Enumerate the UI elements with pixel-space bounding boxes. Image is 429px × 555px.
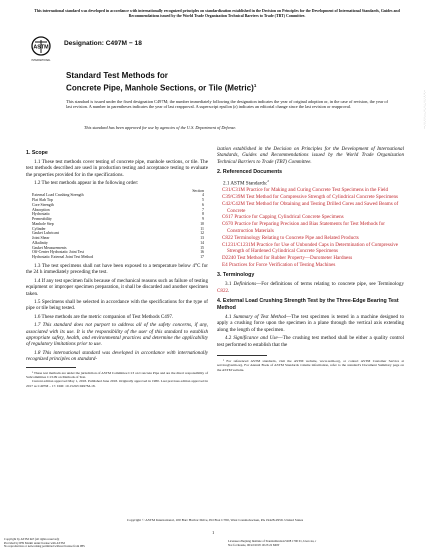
section-index-number: 6 — [202, 202, 204, 207]
reference-code-link[interactable]: D2240 — [222, 254, 236, 261]
paragraph-1-8-cont: ization established in the Decision on Principles for the Development of International Standards, Guides and Recommendations issued by the World Trade Organization Technical Barriers to Trade (TBT) Committee. — [217, 146, 404, 165]
section-index-row — [32, 255, 204, 260]
reference-title[interactable]: Practice for Capping Cylindrical Concrete Specimens — [234, 214, 344, 221]
reference-item — [217, 242, 404, 255]
section-index-label: Core Strength — [32, 202, 54, 207]
reference-title[interactable]: Test Method for Obtaining and Testing Drilled Cores and Sawed Beams of Concrete — [227, 201, 399, 214]
title-line-1: Standard Test Methods for — [66, 71, 168, 80]
reference-list — [217, 187, 404, 268]
reference-title[interactable]: Terminology Relating to Concrete Pipe and Related Products — [234, 234, 359, 241]
reference-item — [217, 255, 404, 261]
paragraph-1-8: 1.8 This international standard was developed in accordance with internationally recognized principles on standard- — [26, 349, 208, 363]
reference-code-link[interactable]: C31/C31M — [222, 187, 245, 194]
section-index-number: 13 — [200, 236, 204, 241]
paragraph-4-1: 4.1 Summary of Test Method—The test specimen is tested in a machine designed to apply a crushing force upon the specimen in a plane through the vertical axis extending along the length of the specimen. — [217, 314, 404, 333]
reference-item — [217, 194, 404, 200]
referenced-documents-heading: 2. Referenced Documents — [217, 169, 283, 176]
terminology-heading: 3. Terminology — [217, 272, 255, 279]
license-right: Licensee=Zhejiang Institute of Standardization/5208 1790 01, User=xu, r Not for Resale, 06/22/2018 19:25:22 MDT — [228, 539, 317, 547]
section-index-number: 12 — [200, 231, 204, 236]
section-index-header: Section — [192, 188, 204, 193]
paragraph-4-2: 4.2 Significance and Use—The crushing test method shall be either a quality control test performed to establish that the — [217, 335, 405, 348]
paragraph-1-4: 1.4 If any test specimen fails because of mechanical reasons such as failure of testing equipment or improper specimen preparation, it shall be discarded and another specimen taken. — [26, 277, 208, 297]
footnote-1: ¹ These test methods are under the jurisdiction of ASTM Committee C13 on Concrete Pipe and are the direct responsibility of Subcommittee C13.09 on Methods of Test. — [26, 370, 208, 380]
reference-code-link[interactable]: C39/C39M — [222, 194, 245, 201]
reference-code-link[interactable]: E4 — [222, 261, 228, 268]
section-index-label: Manhole Step — [32, 221, 54, 226]
designation: Designation: C497M − 18 — [64, 40, 142, 47]
scope-heading: 1. Scope — [26, 150, 48, 156]
reference-item — [217, 187, 404, 193]
footnote-2: ² For referenced ASTM standards, visit the ASTM website, www.astm.org, or contact ASTM Customer Service at service@astm.org. For Annual Book of ASTM Standards volume information, refer to the standard's Document Summary page on the ASTM website. — [217, 359, 404, 372]
paragraph-1-7: 1.7 This standard does not purport to address all of the safety concerns, if any, associated with its use. It is the responsibility of the user of this standard to establish appropriate safety, health, and environmental practices and determine the applicability of regulatory limitations prior to use. — [26, 322, 208, 348]
section-index-number: 14 — [200, 240, 204, 245]
section-index-number: 16 — [200, 250, 204, 255]
page-number: 1 — [212, 530, 215, 535]
reference-item — [217, 262, 404, 268]
license-left: Copyright by ASTM Int'l (all rights reserved); Provided by IHS Markit under license with ASTM No reproduction or networking permitted without license from IHS — [4, 537, 85, 549]
standard-intro: This standard is issued under the fixed designation C497M; the number immediately following the designation indicates the year of original adoption or, in the case of revision, the year of last revision. A number in parentheses indicates the year of last reapproval. A superscript epsilon (ε) indicates an editorial change since the last revision or reapproval. — [66, 99, 388, 110]
section-index-label: Joint Shear — [32, 236, 50, 241]
reference-title[interactable]: Practices for Force Verification of Testing Machines — [228, 261, 336, 268]
section-index-table — [32, 189, 204, 260]
reference-code-link[interactable]: C822 — [222, 234, 234, 241]
section-index-number: 8 — [202, 212, 204, 217]
reference-title[interactable]: Test Method for Rubber Property—Durometer Hardness — [237, 254, 353, 261]
section-index-number: 17 — [200, 255, 204, 260]
svg-text:INTERNATIONAL: INTERNATIONAL — [31, 59, 51, 62]
reference-item — [217, 201, 404, 214]
section-index-rows — [32, 193, 204, 260]
external-load-heading: 4. External Load Crushing Strength Test by the Three-Edge Bearing Test Method — [217, 298, 399, 311]
paragraph-1-1: 1.1 These test methods cover testing of concrete pipe, manhole sections, or tile. The test methods described are used in production testing and acceptance testing to evaluate the properties provided for in the specifications. — [26, 159, 208, 178]
title-line-2: Concrete Pipe, Manhole Sections, or Tile (Metric)$^1$ — [66, 83, 257, 94]
reference-item — [217, 221, 404, 234]
section-index-label: Permeability — [32, 217, 52, 222]
section-index-number: 10 — [200, 221, 204, 226]
reference-title[interactable]: Practice for Making and Curing Concrete Test Specimens in the Field — [246, 187, 389, 194]
paragraph-1-2: 1.2 The test methods appear in the following order: — [34, 180, 139, 187]
section-index-label: Flat Slab Top — [32, 198, 53, 203]
top-note: This international standard was developed in accordance with internationally recognized principles on standardization established in the Decision on Principles for the Development of International Standards, Guides and Recommendations issued by the World Trade Organization Technical Barriers to Trade (TBT) Committee. — [34, 9, 400, 18]
reference-title[interactable]: Practice for Preparing Precision and Bias Statements for Test Methods for Construction Materials — [227, 221, 385, 234]
section-index-label: Alkalinity — [32, 240, 48, 245]
astm-logo — [31, 36, 51, 66]
dod-approval-note: This standard has been approved for use by agencies of the U.S. Department of Defense. — [84, 125, 237, 130]
section-index-number: 7 — [202, 207, 204, 212]
left-column — [26, 146, 208, 388]
section-index-label: Gasket Lubricant — [32, 231, 59, 236]
svg-text:ASTM: ASTM — [33, 44, 49, 51]
section-index-label: Off-Center Hydrostatic Joint Test — [32, 250, 84, 255]
section-index-number: 15 — [200, 245, 204, 250]
paragraph-1-5: 1.5 Specimens shall be selected in accordance with the specifications for the type of pipe or tile being tested. — [26, 298, 208, 312]
footnote-divider-2 — [217, 355, 267, 356]
section-index-label: Hydrostatic — [32, 212, 51, 217]
copyright-line: Copyright © ASTM International, 100 Barr Harbor Drive, PO Box C700, West Conshohocken, PA 19428-2959. United States — [126, 518, 304, 522]
section-index-label: Cylinder — [32, 226, 46, 231]
right-column — [217, 146, 404, 372]
astm-standards-label: 2.1 ASTM Standards:$^2$ — [223, 179, 270, 187]
section-index-label: Hydrostatic External Joint Test Method — [32, 255, 94, 260]
section-index-label: Absorption — [32, 207, 50, 212]
section-index-number: 4 — [202, 193, 204, 198]
paragraph-3-1: 3.1 Definitions—For definitions of terms relating to concrete pipe, see Terminology C822. — [217, 281, 404, 294]
reference-title[interactable]: Practice for Use of Unbonded Caps in Determination of Compressive Strength of Hardened Cylindrical Concrete Specimens — [227, 241, 399, 254]
astm-logo-icon — [31, 36, 51, 66]
reference-item — [217, 235, 404, 241]
section-index-label: External Load Crushing Strength — [32, 193, 84, 198]
section-index-label: Gasket Measurements — [32, 245, 67, 250]
document-title — [66, 71, 346, 95]
reference-code-link[interactable]: C42/C42M — [222, 201, 245, 208]
section-index-number: 11 — [200, 226, 204, 231]
reference-title[interactable]: Test Method for Compressive Strength of Cylindrical Concrete Specimens — [246, 194, 398, 201]
reference-code-link[interactable]: C670 — [222, 221, 234, 228]
section-index-number: 5 — [202, 198, 204, 203]
section-index-number: 9 — [202, 217, 204, 222]
footnote-divider — [26, 367, 76, 368]
reference-item — [217, 214, 404, 220]
footnote-1-edition: Current edition approved May 1, 2018. Published June 2018. Originally approved in 1980. Last previous edition approved in 2017 as C497M – 17. DOI: 10.1520/C0497M-18. — [26, 379, 208, 388]
watermark-sidebar: --`,,,`,,`,`,`,,``,`,,``,,,``-`-`,,`,,`,`,,`--- — [423, 90, 426, 129]
c822-link[interactable]: C822 — [217, 287, 229, 294]
reference-code-link[interactable]: C1231/C1231M — [222, 241, 256, 248]
paragraph-1-6: 1.6 These methods are the metric companion of Test Methods C497. — [34, 313, 174, 320]
paragraph-1-3: 1.3 The test specimens shall not have been exposed to a temperature below 4°C for the 24 h immediately preceding the test. — [26, 262, 208, 276]
reference-code-link[interactable]: C617 — [222, 214, 234, 221]
